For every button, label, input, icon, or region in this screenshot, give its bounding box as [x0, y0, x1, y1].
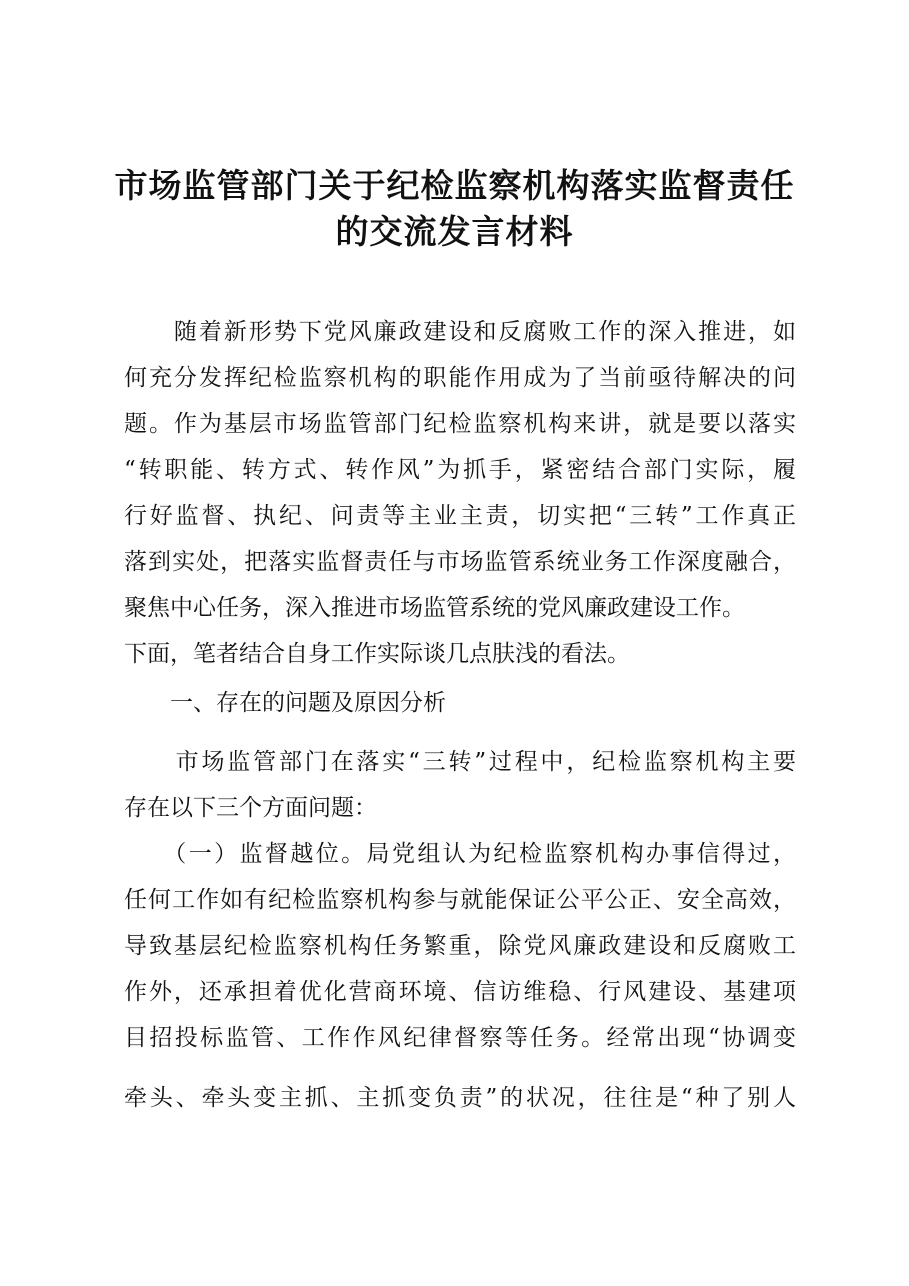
body-text-line: 题。作为基层市场监管部门纪检监察机构来讲，就是要以落实 [124, 411, 796, 437]
body-text-line: 行好监督、执纪、问责等主业主责，切实把“三转”工作真正 [124, 503, 796, 529]
body-text-line: “转职能、转方式、转作风”为抓手，紧密结合部门实际，履 [124, 457, 796, 483]
body-text-line: 目招投标监管、工作作风纪律督察等任务。经常出现“协调变 [124, 1025, 796, 1051]
body-text-line: （一）监督越位。局党组认为纪检监察机构办事信得过， [124, 841, 796, 867]
section-heading: 一、存在的问题及原因分析 [124, 690, 446, 716]
body-text-line: 作外，还承担着优化营商环境、信访维稳、行风建设、基建项 [124, 979, 796, 1005]
body-text-line: 随着新形势下党风廉政建设和反腐败工作的深入推进，如 [124, 319, 796, 345]
body-text-line: 存在以下三个方面问题： [124, 795, 377, 821]
body-text-line: 聚焦中心任务，深入推进市场监管系统的党风廉政建设工作。 [124, 595, 745, 621]
body-text-line: 任何工作如有纪检监察机构参与就能保证公平公正、安全高效， [124, 887, 796, 913]
body-text-line: 落到实处，把落实监督责任与市场监管系统业务工作深度融合， [124, 549, 796, 575]
body-text-line: 下面，笔者结合自身工作实际谈几点肤浅的看法。 [124, 641, 630, 667]
document-title-line-1: 市场监管部门关于纪检监察机构落实监督责任 [114, 166, 795, 205]
body-text-line: 导致基层纪检监察机构任务繁重，除党风廉政建设和反腐败工 [124, 933, 796, 959]
body-text-line: 何充分发挥纪检监察机构的职能作用成为了当前亟待解决的问 [124, 365, 796, 391]
document-title-line-2: 的交流发言材料 [335, 212, 574, 251]
body-text-line: 牵头、牵头变主抓、主抓变负责”的状况，往往是“种了别人 [124, 1085, 796, 1111]
body-text-line: 市场监管部门在落实“三转”过程中，纪检监察机构主要 [124, 749, 796, 775]
